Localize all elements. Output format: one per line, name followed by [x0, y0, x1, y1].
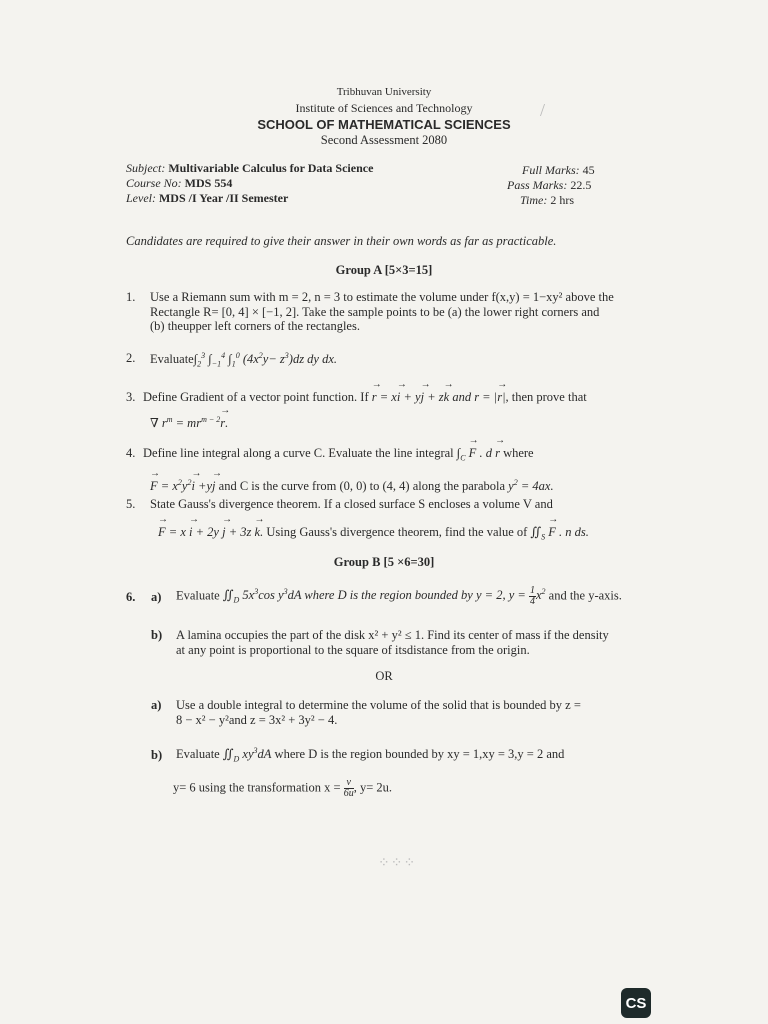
q6b-line-2: at any point is proportional to the square of itsdistance from the origin. — [176, 643, 530, 657]
q5-line-1: State Gauss's divergence theorem. If a closed surface S encloses a volume V and — [150, 497, 553, 511]
q3-text-b: then prove that — [511, 390, 587, 404]
q7b-fraction: $\frac{v}{6u}$ — [343, 777, 354, 799]
pass-marks-label: Pass Marks: — [507, 178, 568, 192]
q4-vector-field: → $F = x^2y^2\to i +y\to j$ — [150, 479, 216, 493]
q7b-transform-tail: , y= 2u. — [353, 780, 392, 795]
level-value: MDS /I Year /II Semester — [158, 191, 289, 205]
pass-marks-line — [507, 178, 591, 193]
q4-where: where — [503, 446, 534, 460]
time-value: 2 hrs — [550, 193, 575, 207]
group-b-heading: Group B [5 ×6=30] — [333, 555, 435, 569]
q4-line-1 — [143, 446, 534, 463]
q6-number: 6. — [126, 590, 136, 604]
q6b-line-1: A lamina occupies the part of the disk x² + y² ≤ 1. Find its center of mass if the density — [176, 628, 609, 642]
camscanner-logo-text: CS — [625, 994, 647, 1012]
q5-line-2 — [158, 524, 589, 542]
q1-number: 1. — [126, 290, 136, 304]
q3-line-1 — [143, 390, 587, 405]
subject-value: Multivariable Calculus for Data Science — [168, 161, 374, 175]
subject-label: Subject: — [126, 161, 166, 175]
full-marks-label: Full Marks: — [522, 163, 580, 177]
q2-number: 2. — [126, 351, 136, 365]
full-marks-line — [522, 163, 595, 178]
q4-parabola: $y^2 = 4ax$. — [508, 478, 554, 494]
q6a-label: a) — [151, 590, 162, 604]
institute-name: Institute of Sciences and Technology — [295, 101, 473, 115]
q1-line-3: (b) theupper left corners of the rectangles. — [150, 319, 360, 333]
q6a-tail: and the y-axis. — [548, 588, 622, 603]
q5-number: 5. — [126, 497, 136, 511]
assessment-title: Second Assessment 2080 — [320, 133, 448, 147]
pass-marks-value: 22.5 — [570, 178, 592, 192]
q2-line — [150, 351, 337, 369]
level-label: Level: — [126, 191, 156, 205]
full-marks-value: 45 — [582, 163, 595, 177]
q6a-integral: $∬_D$ $5x^3\cos$ $y^3dA$ where D is the region bounded by y = 2, y = — [222, 587, 526, 605]
q3-position-vector: → r = x→ i + y→ j + z→ k and r = |→ r|, — [372, 390, 509, 404]
q4-text: Define line integral along a curve C. Evaluate the line integral — [143, 446, 454, 460]
q4-line-integral: $\int_C \to F$ . d → r — [457, 446, 500, 460]
q6a-fraction: $\frac{1}{4}$ — [529, 585, 535, 607]
q7b-label: b) — [151, 748, 163, 762]
q6a-line: Evaluate $∬_D$ $5x^3\cos$ $y^3dA$ where D is the region bounded by y = 2, y = $\frac{1}{4}$ $x^2$ and the y-axis. — [176, 585, 622, 607]
time-line — [520, 193, 574, 208]
q7b-text: Evaluate — [176, 747, 220, 762]
q6b-label: b) — [151, 628, 163, 642]
q1-line-2: Rectangle R= [0, 4] × [−1, 2]. Take the sample points to be (a) the lower right corners and — [150, 305, 600, 319]
level-line — [126, 191, 288, 206]
q7b-tail: where D is the region bounded by xy = 1,xy = 3,y = 2 and — [274, 747, 565, 762]
q7b-line-2 — [173, 778, 392, 799]
instructions: Candidates are required to give their answer in their own words as far as practicable. — [126, 234, 557, 248]
q7b-transform-text: y= 6 using the transformation x = — [173, 780, 341, 795]
time-label: Time: — [520, 193, 548, 207]
q3-text: Define Gradient of a vector point function. If — [143, 390, 369, 404]
q3-number: 3. — [126, 390, 136, 404]
q4-curve-text: C is the curve from (0, 0) to (4, 4) along the parabola — [239, 479, 506, 494]
school-name: SCHOOL OF MATHEMATICAL SCIENCES — [257, 117, 511, 132]
q7a-label: a) — [151, 698, 162, 712]
q7a-line-1: Use a double integral to determine the volume of the solid that is bounded by z = — [176, 698, 581, 712]
q2-text: Evaluate — [150, 352, 194, 367]
q4-number: 4. — [126, 446, 136, 460]
scan-mark: / — [540, 100, 546, 120]
q5-vector-field: → F = x → i + 2y → j + 3z → k. — [158, 525, 263, 539]
camscanner-logo — [621, 988, 651, 1018]
or-separator: OR — [375, 669, 393, 683]
subject-line — [126, 161, 373, 176]
course-label: Course No: — [126, 176, 182, 190]
q7b-integral: $∬_D$ $xy^3dA$ — [222, 746, 272, 764]
q6a-text: Evaluate — [176, 588, 220, 603]
q7b-line-1 — [176, 746, 564, 764]
q2-integral: $\int_2^3$ $\int_{-1}^4$ $\int_1^0$ $(4x^2y- z^3)dz$ dy dx. — [193, 351, 338, 369]
q1-line-1: Use a Riemann sum with m = 2, n = 3 to estimate the volume under f(x,y) = 1−xy² above the — [150, 290, 614, 304]
scan-noise: ⁘⁘⁘ — [378, 856, 417, 871]
q5-text: Using Gauss's divergence theorem, find the value of — [266, 525, 528, 539]
university-name: Tribhuvan University — [336, 86, 432, 98]
course-line — [126, 176, 232, 191]
q3-formula: ∇ $r^m = mr^{m - 2}\to r$. — [150, 415, 228, 431]
group-a-heading: Group A [5×3=15] — [335, 263, 433, 277]
q7a-line-2: 8 − x² − y²and z = 3x² + 3y² − 4. — [176, 713, 338, 727]
course-value: MDS 554 — [184, 176, 233, 190]
q5-surface-integral: $∬_S \to F$ . n ds. — [530, 525, 588, 539]
q4-line-2: → $F = x^2y^2\to i +y\to j$ and C is the curve from (0, 0) to (4, 4) along the parabola $y^2 = 4ax$. — [150, 478, 554, 494]
